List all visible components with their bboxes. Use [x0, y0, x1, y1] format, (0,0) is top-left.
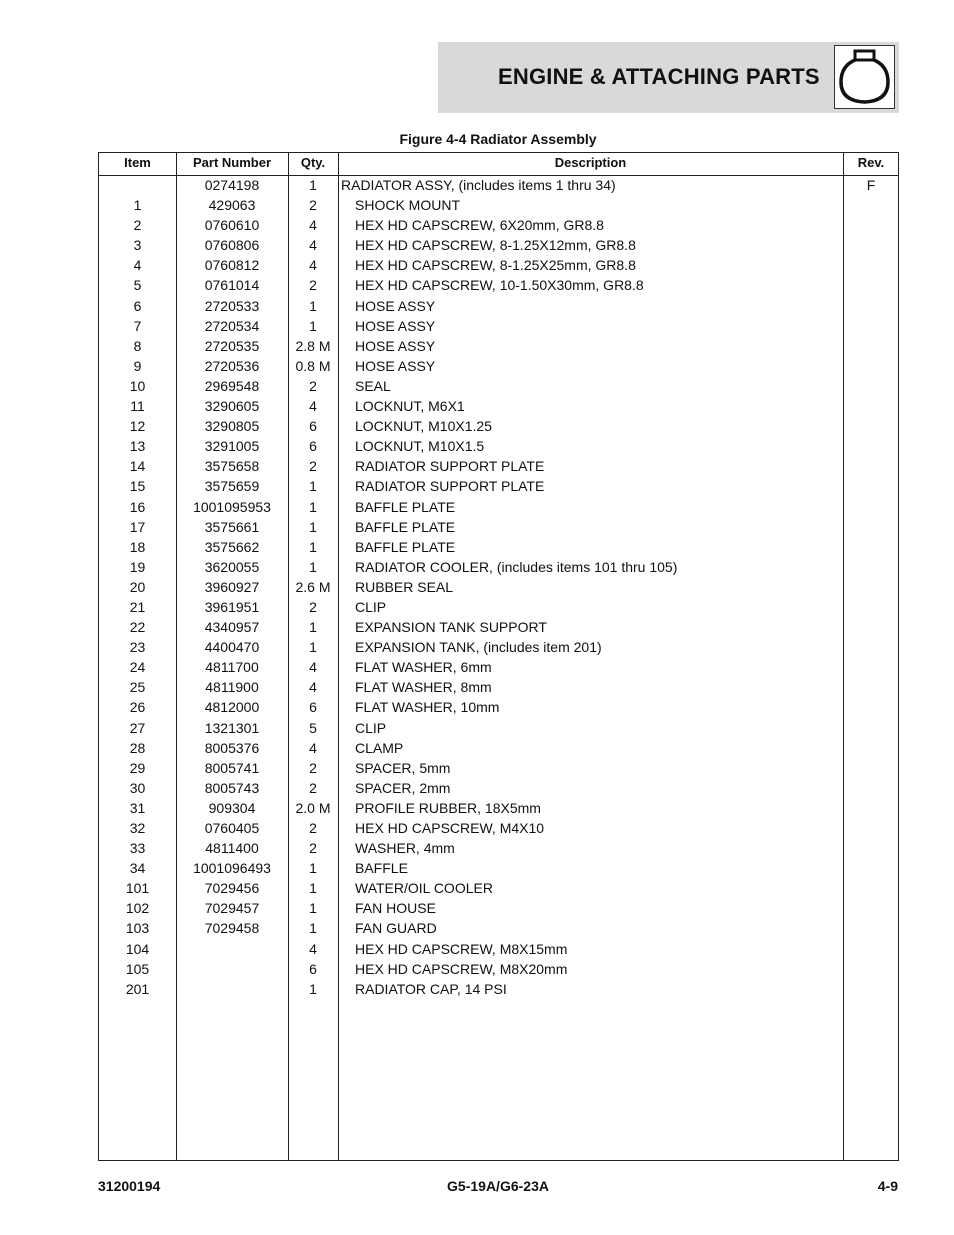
description-cell: PROFILE RUBBER, 18X5mm	[355, 799, 541, 816]
item-cell: 14	[129, 458, 146, 475]
qty-cell: 2.6 M	[295, 578, 331, 595]
section-header	[438, 42, 899, 113]
qty-cell: 2	[309, 759, 317, 776]
description-cell: RADIATOR CAP, 14 PSI	[355, 980, 507, 997]
item-cell: 25	[129, 679, 146, 696]
part-number-cell: 7029458	[204, 920, 260, 937]
item-cell: 12	[129, 418, 146, 435]
table-row	[99, 678, 898, 698]
qty-cell: 6	[309, 438, 317, 455]
table-row	[99, 940, 898, 960]
description-cell: LOCKNUT, M10X1.5	[355, 438, 485, 455]
part-number-cell: 8005376	[204, 739, 260, 756]
qty-cell: 6	[309, 699, 317, 716]
qty-cell: 4	[309, 679, 317, 696]
column-header-qty: Qty.	[300, 155, 326, 170]
qty-cell: 1	[309, 900, 317, 917]
qty-cell: 1	[309, 518, 317, 535]
table-row	[99, 558, 898, 578]
qty-cell: 6	[309, 960, 317, 977]
table-row	[99, 538, 898, 558]
table-row	[99, 357, 898, 377]
table-row	[99, 417, 898, 437]
model-number: G5-19A/G6-23A	[447, 1178, 549, 1194]
description-cell: WASHER, 4mm	[355, 840, 455, 857]
description-cell: FAN GUARD	[355, 920, 437, 937]
qty-cell: 6	[309, 418, 317, 435]
qty-cell: 1	[309, 860, 317, 877]
table-row	[99, 498, 898, 518]
qty-cell: 4	[309, 237, 317, 254]
item-cell: 4	[133, 257, 142, 274]
qty-cell: 1	[309, 619, 317, 636]
description-cell: HEX HD CAPSCREW, M8X20mm	[355, 960, 568, 977]
item-cell: 19	[129, 558, 146, 575]
table-row	[99, 256, 898, 276]
qty-cell: 4	[309, 940, 317, 957]
qty-cell: 1	[309, 498, 317, 515]
item-cell: 105	[125, 960, 150, 977]
column-header-description: Description	[554, 155, 627, 170]
part-number-cell: 4400470	[204, 639, 260, 656]
section-title: ENGINE & ATTACHING PARTS	[498, 64, 820, 89]
engine-icon-graphic	[835, 46, 894, 108]
item-cell: 15	[129, 478, 146, 495]
item-cell: 34	[129, 860, 146, 877]
part-number-cell: 7029457	[204, 900, 260, 917]
column-header-rev: Rev.	[857, 155, 885, 170]
table-row	[99, 578, 898, 598]
table-row	[99, 638, 898, 658]
description-cell: EXPANSION TANK, (includes item 201)	[355, 639, 602, 656]
item-cell: 7	[133, 317, 142, 334]
description-cell: HEX HD CAPSCREW, M4X10	[355, 820, 545, 836]
item-cell: 201	[125, 980, 150, 997]
description-cell: FAN HOUSE	[355, 900, 436, 917]
part-number-cell: 2720533	[204, 297, 260, 314]
item-cell: 8	[133, 337, 142, 354]
description-cell: SEAL	[355, 377, 391, 394]
description-cell: CLIP	[355, 598, 387, 615]
qty-cell: 1	[309, 538, 317, 555]
part-number-cell: 3290805	[204, 418, 260, 435]
qty-cell: 1	[309, 880, 317, 897]
document-number: 31200194	[98, 1178, 161, 1194]
item-cell: 1	[133, 197, 142, 214]
part-number-cell: 4812000	[204, 699, 260, 716]
table-row	[99, 518, 898, 538]
rev-cell: F	[866, 177, 876, 193]
part-number-cell: 2969548	[204, 377, 260, 394]
qty-cell: 2	[309, 598, 317, 615]
description-cell: RADIATOR COOLER, (includes items 101 thru 105)	[355, 558, 678, 575]
qty-cell: 1	[309, 297, 317, 314]
part-number-cell: 1001095953	[193, 498, 271, 515]
part-number-cell: 3291005	[204, 438, 260, 455]
item-cell: 31	[129, 799, 146, 816]
item-cell: 3	[133, 237, 142, 254]
part-number-cell: 0760610	[204, 217, 260, 234]
table-row	[99, 457, 898, 477]
part-number-cell: 7029456	[204, 880, 260, 897]
description-cell: BAFFLE	[355, 860, 408, 877]
description-cell: RADIATOR ASSY, (includes items 1 thru 34)	[341, 177, 616, 193]
description-cell: FLAT WASHER, 6mm	[355, 659, 492, 676]
description-cell: FLAT WASHER, 10mm	[355, 699, 500, 716]
part-number-cell: 8005743	[204, 779, 260, 796]
description-cell: LOCKNUT, M10X1.25	[355, 418, 492, 435]
description-cell: HOSE ASSY	[355, 297, 436, 314]
part-number-cell: 3960927	[204, 578, 260, 595]
item-cell: 20	[129, 578, 146, 595]
table-row	[99, 919, 898, 939]
item-cell: 11	[130, 398, 145, 415]
part-number-cell: 0760806	[204, 237, 260, 254]
qty-cell: 1	[309, 558, 317, 575]
table-row	[99, 779, 898, 799]
table-row	[99, 980, 898, 1000]
table-row	[99, 960, 898, 980]
description-cell: SHOCK MOUNT	[355, 197, 460, 214]
part-number-cell: 0761014	[204, 277, 260, 294]
description-cell: BAFFLE PLATE	[355, 498, 456, 515]
table-row	[99, 477, 898, 497]
column-header-part-number: Part Number	[192, 155, 272, 170]
part-number-cell: 4811700	[205, 659, 259, 676]
description-cell: RADIATOR SUPPORT PLATE	[355, 478, 545, 495]
table-row	[99, 899, 898, 919]
table-row	[99, 297, 898, 317]
qty-cell: 2	[309, 197, 317, 214]
description-cell: CLAMP	[355, 739, 404, 756]
part-number-cell: 0274198	[204, 177, 260, 193]
table-row	[99, 618, 898, 638]
qty-cell: 1	[309, 980, 317, 997]
qty-cell: 2	[309, 820, 317, 836]
qty-cell: 2.8 M	[295, 337, 331, 354]
table-row	[99, 216, 898, 236]
qty-cell: 4	[309, 257, 317, 274]
figure-title: Figure 4-4 Radiator Assembly	[399, 131, 597, 147]
item-cell: 6	[133, 297, 142, 314]
description-cell: HEX HD CAPSCREW, 10-1.50X30mm, GR8.8	[355, 277, 644, 294]
description-cell: FLAT WASHER, 8mm	[355, 679, 492, 696]
part-number-cell: 3290605	[204, 398, 260, 415]
part-number-cell: 0760812	[204, 257, 260, 274]
table-row	[99, 819, 898, 839]
table-row	[99, 196, 898, 216]
description-cell: HOSE ASSY	[355, 317, 436, 334]
table-row	[99, 759, 898, 779]
qty-cell: 2.0 M	[295, 799, 331, 816]
part-number-cell: 429063	[208, 197, 256, 214]
qty-cell: 2	[309, 377, 317, 394]
part-number-cell: 3575661	[204, 518, 260, 535]
description-cell: LOCKNUT, M6X1	[355, 398, 465, 415]
qty-cell: 2	[309, 840, 317, 857]
item-cell: 28	[129, 739, 146, 756]
page-number: 4-9	[877, 1178, 898, 1194]
description-cell: HOSE ASSY	[355, 357, 436, 374]
part-number-cell: 2720534	[204, 317, 260, 334]
description-cell: BAFFLE PLATE	[355, 518, 456, 535]
qty-cell: 1	[309, 478, 317, 495]
engine-section-icon	[834, 45, 895, 109]
item-cell: 5	[133, 277, 142, 294]
part-number-cell: 8005741	[204, 759, 260, 776]
item-cell: 102	[125, 900, 150, 917]
description-cell: HEX HD CAPSCREW, M8X15mm	[355, 940, 568, 957]
table-row	[99, 719, 898, 739]
qty-cell: 4	[309, 217, 317, 234]
description-cell: CLIP	[355, 719, 387, 736]
table-row	[99, 859, 898, 879]
table-row	[99, 377, 898, 397]
item-cell: 13	[129, 438, 146, 455]
description-cell: HEX HD CAPSCREW, 8-1.25X25mm, GR8.8	[355, 257, 636, 274]
part-number-cell: 1321301	[204, 719, 260, 736]
description-cell: WATER/OIL COOLER	[355, 880, 493, 897]
item-cell: 103	[125, 920, 150, 937]
table-row	[99, 879, 898, 899]
qty-cell: 1	[309, 920, 317, 937]
part-number-cell: 4811900	[205, 679, 259, 696]
item-cell: 22	[129, 619, 146, 636]
qty-cell: 1	[309, 317, 317, 334]
table-row	[99, 337, 898, 357]
qty-cell: 4	[309, 739, 317, 756]
qty-cell: 4	[309, 398, 317, 415]
table-row	[99, 437, 898, 457]
item-cell: 26	[129, 699, 146, 716]
description-cell: SPACER, 5mm	[355, 759, 451, 776]
item-cell: 30	[129, 779, 146, 796]
item-cell: 24	[129, 659, 146, 676]
part-number-cell: 2720535	[204, 337, 260, 354]
item-cell: 10	[129, 377, 146, 394]
part-number-cell: 4811400	[205, 840, 259, 857]
item-cell: 23	[129, 639, 146, 656]
item-cell: 2	[133, 217, 142, 234]
item-cell: 29	[129, 759, 146, 776]
part-number-cell: 1001096493	[193, 860, 271, 877]
qty-cell: 2	[309, 779, 317, 796]
part-number-cell: 3575659	[204, 478, 260, 495]
description-cell: HEX HD CAPSCREW, 6X20mm, GR8.8	[355, 217, 604, 234]
item-cell: 9	[133, 357, 142, 374]
table-row	[99, 598, 898, 618]
table-row	[99, 698, 898, 718]
part-number-cell: 4340957	[204, 619, 260, 636]
item-cell: 32	[129, 820, 146, 836]
part-number-cell: 3961951	[204, 598, 260, 615]
part-number-cell: 3575658	[204, 458, 260, 475]
description-cell: HEX HD CAPSCREW, 8-1.25X12mm, GR8.8	[355, 237, 636, 254]
description-cell: RADIATOR SUPPORT PLATE	[355, 458, 545, 475]
qty-cell: 4	[309, 659, 317, 676]
description-cell: HOSE ASSY	[355, 337, 436, 354]
table-row	[99, 739, 898, 759]
item-cell: 17	[129, 518, 146, 535]
qty-cell: 5	[309, 719, 317, 736]
table-row	[99, 658, 898, 678]
item-cell: 104	[125, 940, 150, 957]
part-number-cell: 0760405	[204, 820, 260, 836]
item-cell: 101	[125, 880, 150, 897]
table-row	[99, 276, 898, 296]
qty-cell: 1	[309, 177, 317, 193]
parts-table	[98, 152, 899, 1161]
qty-cell: 0.8 M	[295, 357, 331, 374]
part-number-cell: 2720536	[204, 357, 260, 374]
table-row	[99, 839, 898, 859]
table-row	[99, 799, 898, 819]
part-number-cell: 3620055	[204, 558, 260, 575]
table-row	[99, 236, 898, 256]
description-cell: EXPANSION TANK SUPPORT	[355, 619, 547, 636]
description-cell: RUBBER SEAL	[355, 578, 454, 595]
description-cell: BAFFLE PLATE	[355, 538, 456, 555]
qty-cell: 2	[309, 458, 317, 475]
table-row	[99, 176, 898, 196]
table-row	[99, 397, 898, 417]
item-cell: 16	[129, 498, 146, 515]
item-cell: 21	[129, 598, 146, 615]
qty-cell: 2	[309, 277, 317, 294]
column-header-item: Item	[124, 155, 151, 170]
part-number-cell: 909304	[208, 799, 256, 816]
qty-cell: 1	[309, 639, 317, 656]
description-cell: SPACER, 2mm	[355, 779, 451, 796]
part-number-cell: 3575662	[204, 538, 260, 555]
item-cell: 27	[129, 719, 146, 736]
item-cell: 33	[129, 840, 146, 857]
item-cell: 18	[129, 538, 146, 555]
table-row	[99, 317, 898, 337]
table-body	[99, 176, 898, 1000]
